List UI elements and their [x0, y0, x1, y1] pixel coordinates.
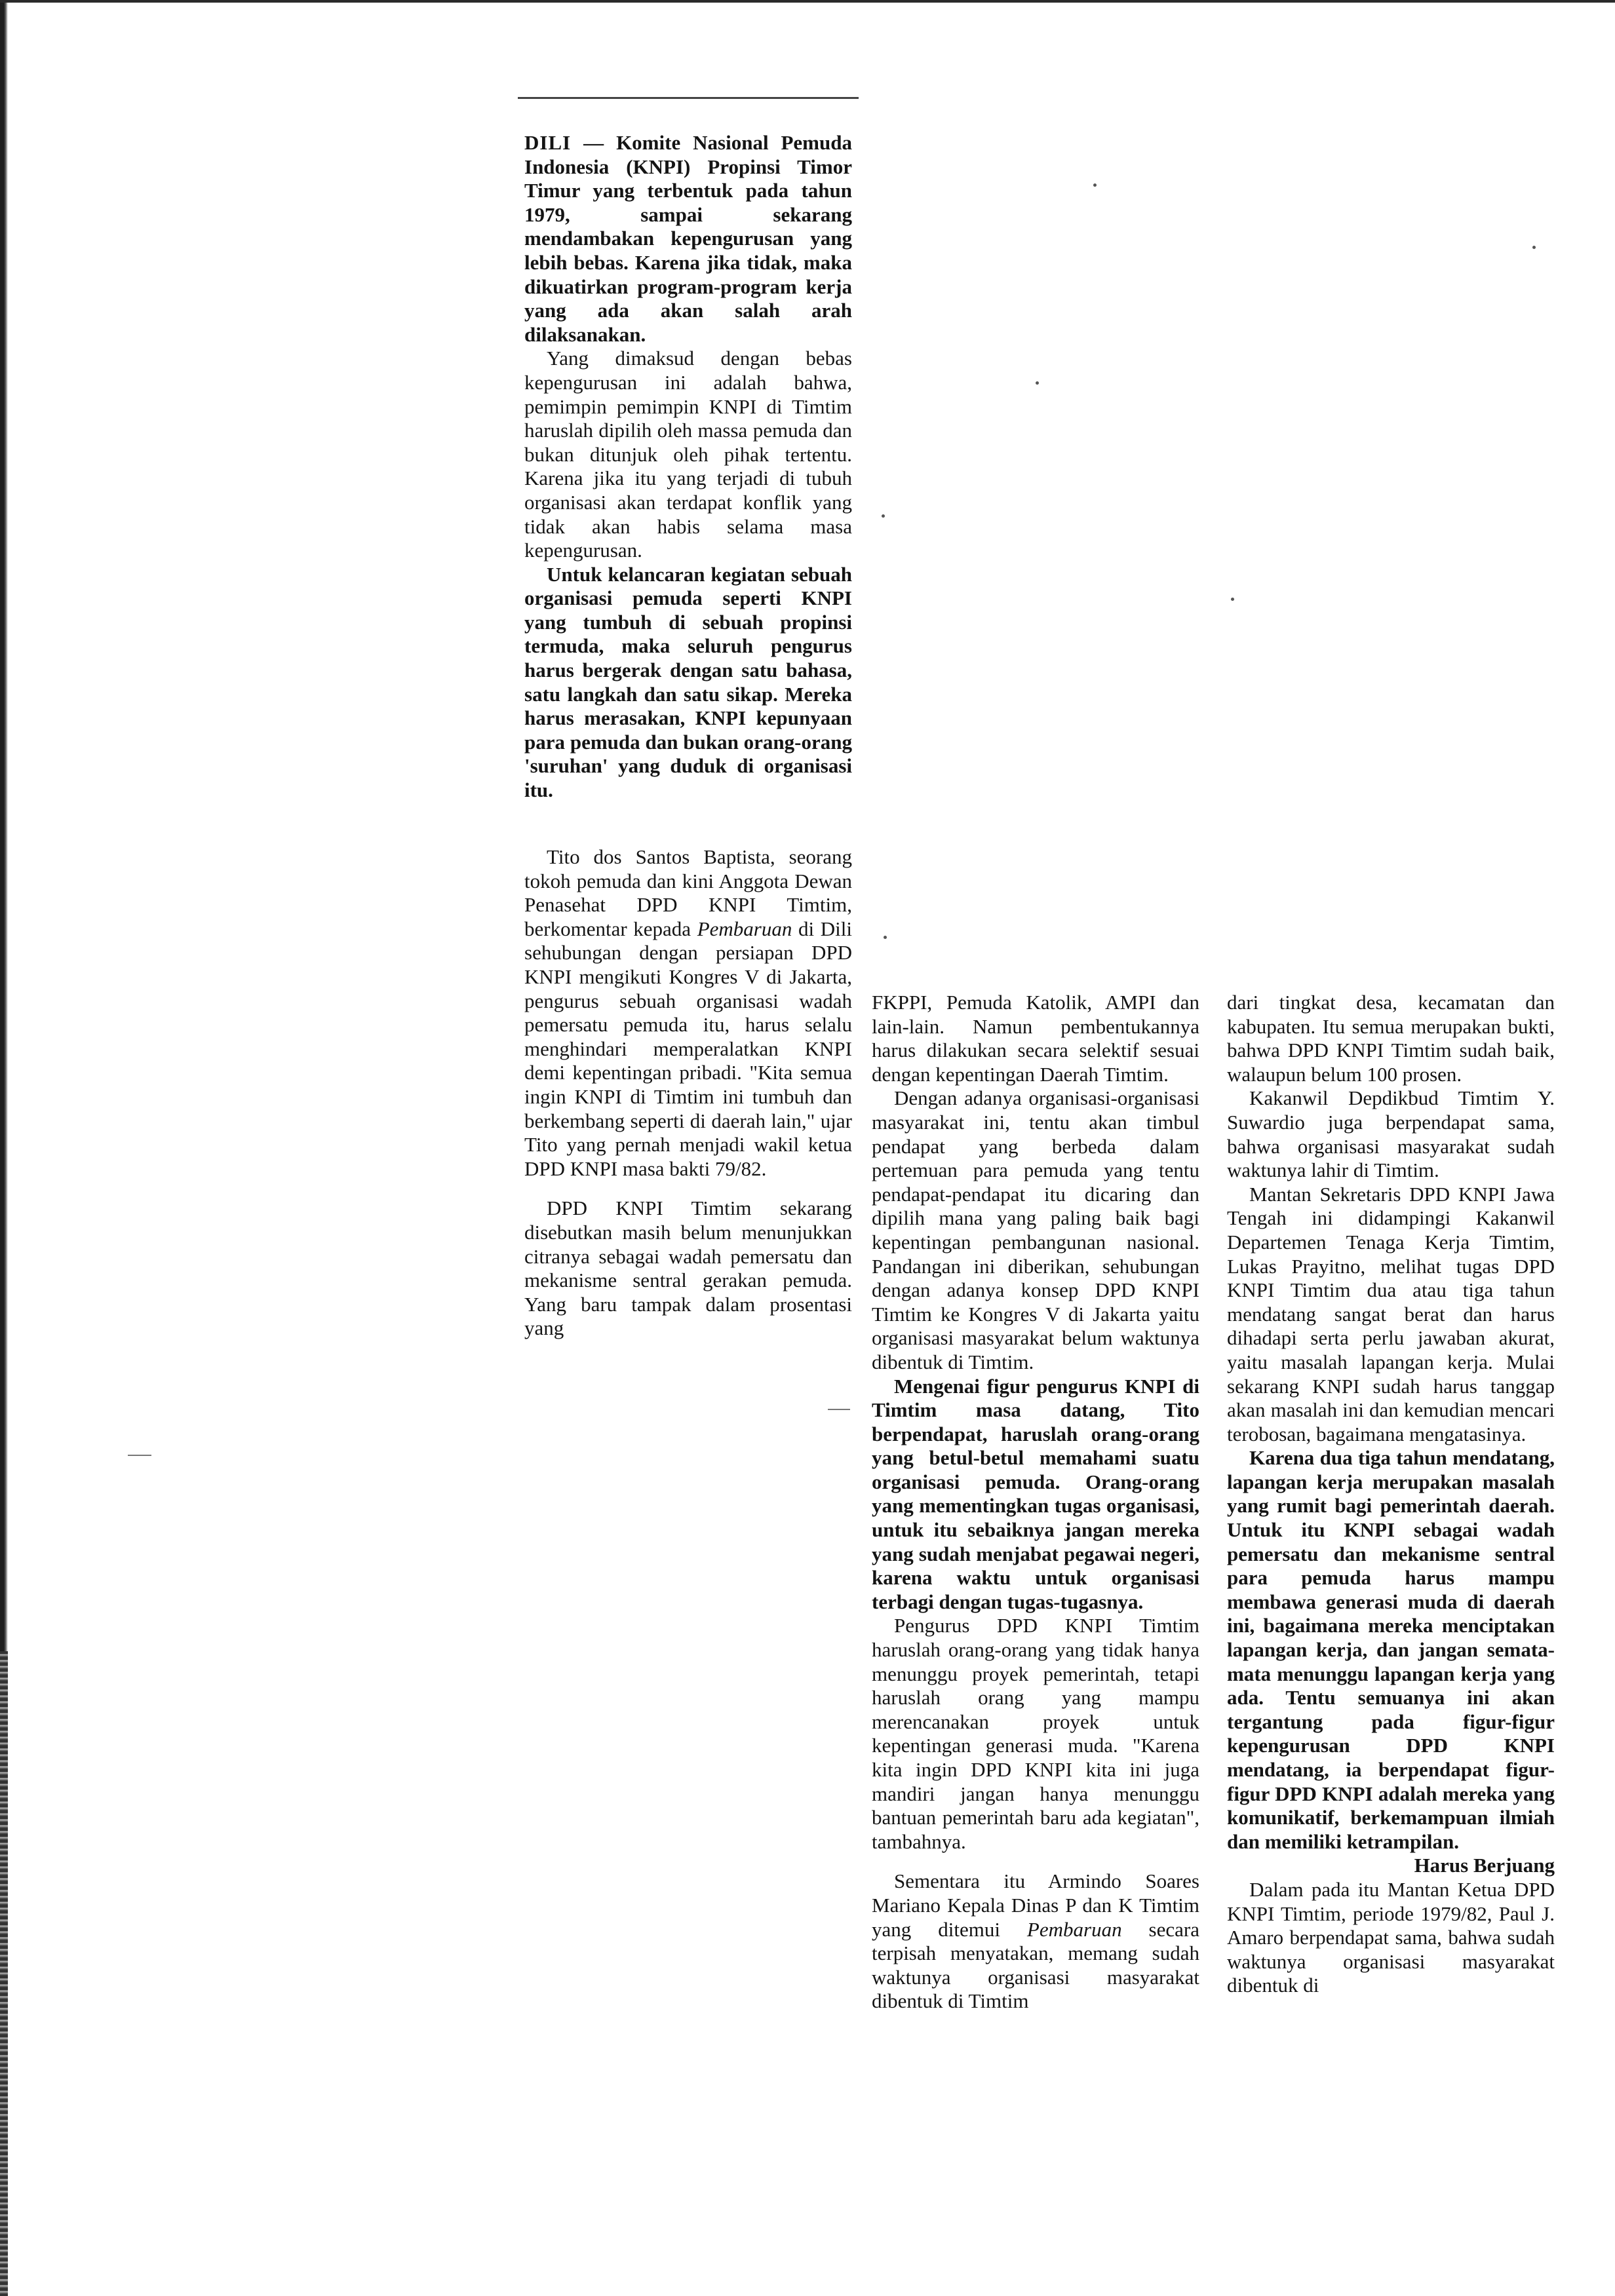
paragraph-text: di Dili sehubungan dengan persiapan DPD KNPI mengikuti Kongres V di Jakarta, pengurus sebuah organisasi wadah pemersatu pemuda itu, harus selalu menghindari memperalatkan KNPI demi kepentingan pribadi. "Kita semua ingin KNPI di Timtim ini tumbuh dan berkembang seperti di daerah lain," ujar Tito yang pernah menjadi wakil ketua DPD KNPI masa bakti 79/82. — [524, 917, 852, 1180]
scan-speck — [1532, 246, 1536, 249]
paragraph — [524, 845, 852, 1181]
article-column-1 — [524, 131, 852, 803]
paragraph: Mantan Sekretaris DPD KNPI Jawa Tengah ini didampingi Kakanwil Departemen Tenaga Kerja Timtim, Lukas Prayitno, melihat tugas DPD KNPI Timtim dua atau tiga tahun mendatang sangat berat dan harus dihadapi serta perlu jawaban akurat, yaitu masalah lapangan kerja. Mulai sekarang KNPI sudah harus tanggap akan masalah ini dan kemudian mencari terobosan, bagaimana mengatasinya. — [1227, 1182, 1555, 1445]
paragraph: Dengan adanya organisasi-organisasi masyarakat ini, tentu akan timbul pendapat yang berbeda dalam pertemuan para pemuda yang tentu pendapat-pendapat itu dicaring dan dipilih mana yang paling baik bagi kepentingan pembangunan nasional. Pandangan ini diberikan, sehubungan dengan adanya konsep DPD KNPI Timtim ke Kongres V di Jakarta yaitu organisasi masyarakat belum waktunya dibentuk di Timtim. — [872, 1086, 1199, 1373]
paragraph-text: Tito dos Santos Baptista, seorang tokoh pemuda dan kini Anggota Dewan Penasehat DPD KNPI Timtim, berkomentar kepada — [524, 845, 852, 940]
paragraph: Untuk kelancaran kegiatan sebuah organisasi pemuda seperti KNPI yang tumbuh di sebuah propinsi termuda, maka seluruh pengurus harus bergerak dengan satu bahasa, satu langkah dan satu sikap. Mereka harus merasakan, KNPI kepunyaan para pemuda dan bukan orang-orang 'suruhan' yang duduk di organisasi itu. — [524, 562, 852, 802]
publication-name: Pembaruan — [697, 917, 792, 940]
paragraph: Pengurus DPD KNPI Timtim haruslah orang-orang yang tidak hanya menunggu proyek pemerintah, tetapi haruslah orang yang mampu merencanakan proyek untuk kepentingan generasi muda. "Karena kita ingin DPD KNPI kita ini juga mandiri jangan hanya menunggu bantuan pemerintah baru ada kegiatan", tambahnya. — [872, 1614, 1199, 1853]
scan-speck — [1036, 381, 1039, 385]
paragraph-text: Sementara itu Armindo Soares Mariano Kepala Dinas P dan K Timtim yang ditemui — [872, 1869, 1199, 1941]
paragraph: dari tingkat desa, kecamatan dan kabupaten. Itu semua merupakan bukti, bahwa DPD KNPI Timtim sudah baik, walaupun belum 100 prosen. — [1227, 991, 1555, 1086]
paragraph: Mengenai figur pengurus KNPI di Timtim masa datang, Tito berpendapat, haruslah orang-orang yang betul-betul memahami suatu organisasi pemuda. Orang-orang yang mementingkan tugas organisasi, untuk itu sebaiknya jangan mereka yang sudah menjabat pegawai negeri, karena waktu untuk organisasi terbagi dengan tugas-tugasnya. — [872, 1374, 1199, 1613]
scan-speck — [882, 514, 885, 518]
scan-noise-left — [0, 1651, 8, 2296]
column-top-rule — [518, 97, 859, 99]
paragraph: DPD KNPI Timtim sekarang disebutkan masih belum menunjukkan citranya sebagai wadah pemersatu dan mekanisme sentral gerakan pemuda. Yang baru tampak dalam prosentasi yang — [524, 1196, 852, 1340]
scan-border-top — [0, 0, 1615, 3]
article-column-1b — [524, 845, 852, 1341]
paragraph: Yang dimaksud dengan bebas kepengurusan ini adalah bahwa, pemimpin pemimpin KNPI di Timtim haruslah dipilih oleh massa pemuda dan bukan ditunjuk oleh pihak tertentu. Karena jika itu yang terjadi di tubuh organisasi akan terdapat konflik yang tidak akan habis selama masa kepengurusan. — [524, 347, 852, 562]
publication-name: Pembaruan — [1026, 1917, 1122, 1941]
paragraph-text: secara terpisah menyatakan, memang sudah waktunya organisasi masyarakat dibentuk di Timtim — [872, 1917, 1199, 2013]
scan-mark — [128, 1455, 151, 1456]
paragraph: Dalam pada itu Mantan Ketua DPD KNPI Timtim, periode 1979/82, Paul J. Amaro berpendapat sama, bahwa sudah waktunya organisasi masyarakat dibentuk di — [1227, 1877, 1555, 1997]
paragraph: FKPPI, Pemuda Katolik, AMPI dan lain-lain. Namun pembentukannya harus dilakukan secara selektif sesuai dengan kepentingan Daerah Timtim. — [872, 991, 1199, 1086]
article-column-2 — [872, 991, 1199, 2014]
paragraph — [872, 1869, 1199, 2014]
subheading: Harus Berjuang — [1414, 1854, 1555, 1877]
lead-paragraph — [524, 131, 852, 347]
dateline: DILI — [524, 131, 572, 154]
scan-speck — [884, 936, 887, 939]
scan-speck — [1231, 598, 1234, 601]
article-column-3 — [1227, 991, 1555, 1998]
scan-mark — [828, 1409, 850, 1410]
paragraph: Kakanwil Depdikbud Timtim Y. Suwardio juga berpendapat sama, bahwa organisasi masyarakat sudah waktunya lahir di Timtim. — [1227, 1086, 1555, 1182]
paragraph: Karena dua tiga tahun mendatang, lapangan kerja merupakan masalah yang rumit bagi pemerintah daerah. Untuk itu KNPI sebagai wadah pemersatu dan mekanisme sentral para pemuda harus mampu membawa generasi muda di daerah ini, bagaimana mereka menciptakan lapangan kerja, dan jangan semata-mata menunggu lapangan kerja yang ada. Tentu semuanya ini akan tergantung pada figur-figur kepengurusan DPD KNPI mendatang, ia berpendapat figur-figur DPD KNPI adalah mereka yang komunikatif, berkemampuan ilmiah dan memiliki ketrampilan. — [1227, 1446, 1555, 1853]
scan-speck — [1093, 183, 1097, 187]
paragraph-text: — Komite Nasional Pemuda Indonesia (KNPI) Propinsi Timor Timur yang terbentuk pada tahun 1979, sampai sekarang mendambakan kepengurusan yang lebih bebas. Karena jika tidak, maka dikuatirkan program-program kerja yang ada akan salah arah dilaksanakan. — [524, 131, 852, 346]
